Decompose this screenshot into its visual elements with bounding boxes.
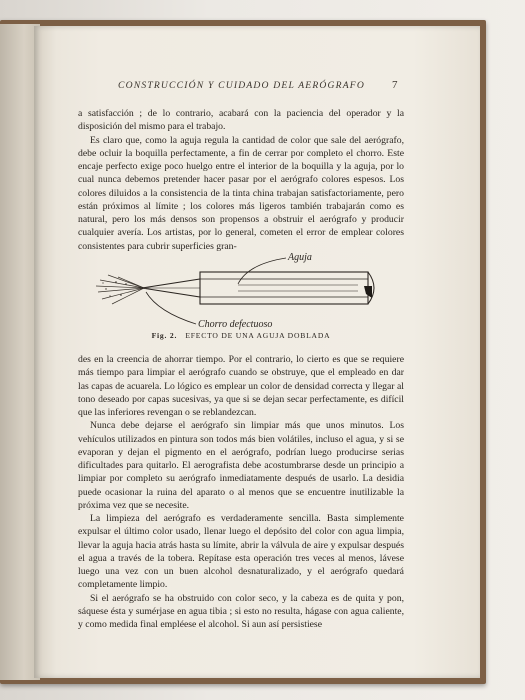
paragraph: a satisfacción ; de lo contrario, acabará con la paciencia del operador y la disposición del mismo para el trabajo.: [78, 108, 404, 133]
spray-dots: [102, 281, 126, 296]
figure-caption: [78, 331, 404, 340]
paragraph: La limpieza del aerógrafo es verdaderamente sencilla. Basta simplemente expulsar el último color usado, llenar luego el depósito del color con agua limpia, llevar la aguja hacia atrás hasta su límite, abrir la válvula de aire y expulsar después el agua a través de la tobera. Repítase esta operación tres veces al menos, lávese luego una vez con un buen alcohol desnaturalizado, y el aerógrafo quedará completamente limpio.: [78, 513, 404, 591]
paragraph: Es claro que, como la aguja regula la cantidad de color que sale del aerógrafo, debe ocluir la boquilla perfectamente, a fin de cerrar por completo el chorro. Este encaje perfecto exige poco huelgo entre el interior de la boquilla y la aguja, por lo cual nunca debemos pretender hacer pasar por el aerógrafo colores espesos. Los colores diluidos a la consistencia de la tinta china trabajan satisfactoriamente, pero están próximos al límite ; los colores más ligeros también trabajarán como es natural, pero los más densos son propensos a obstruir el aerógrafo y producir cualquier avería. Los artistas, por lo general, cometen el error de emplear colores consistentes para cubrir superficies gran-: [78, 134, 404, 252]
figure-bent-needle: [88, 244, 388, 332]
needle-label: Aguja: [288, 252, 312, 263]
text-block-top: [78, 107, 404, 253]
figure-number: Fig. 2.: [151, 331, 178, 340]
running-head: CONSTRUCCIÓN Y CUIDADO DEL AERÓGRAFO: [118, 80, 365, 91]
page-number: 7: [392, 79, 398, 91]
text-block-bottom: [78, 353, 404, 631]
needle-leader: [238, 258, 286, 284]
figure-caption-text: EFECTO DE UNA AGUJA DOBLADA: [185, 331, 331, 340]
paragraph: des en la creencia de ahorrar tiempo. Por el contrario, lo cierto es que se requiere más tiempo para limpiar el aerógrafo cuando se obstruye, que el empleado en dar las capas de acuarela. Lo lógico es emplear un color de densidad correcta y llegar al tono deseado por capas sucesivas, ya que si se dejan secar perfectamente, es difícil que las inferiores revengan o se reblandezcan.: [78, 354, 404, 418]
spray-label: Chorro defectuoso: [198, 319, 273, 330]
spray-leader: [146, 292, 196, 324]
needle-body: [200, 272, 368, 304]
paragraph: Si el aerógrafo se ha obstruido con color seco, y la cabeza es de quita y pon, sáquese ésta y sumérjase en agua tibia ; si esto no resulta, hágase con agua caliente, y como medida final empléese el alcohol. Si aun así persistiese: [78, 592, 404, 630]
spray-lines: [96, 275, 144, 304]
paragraph: Nunca debe dejarse el aerógrafo sin limpiar más que unos minutos. Los vehículos utilizados en pintura son todos más bien volátiles, incluso el agua, y si se evaporan y dejan el pigmento en el aerógrafo, podrían luego producirse serias dificultades para quitarlo. El aerografista debe acostumbrarse desde un principio a limpiar por completo su aerógrafo inmediatamente después de usarlo. La desidia puede ocasionar la ruina del aparato o al menos que se encuentre inutilizable la próxima vez que se necesite.: [78, 420, 404, 511]
needle-illustration: [88, 244, 388, 332]
